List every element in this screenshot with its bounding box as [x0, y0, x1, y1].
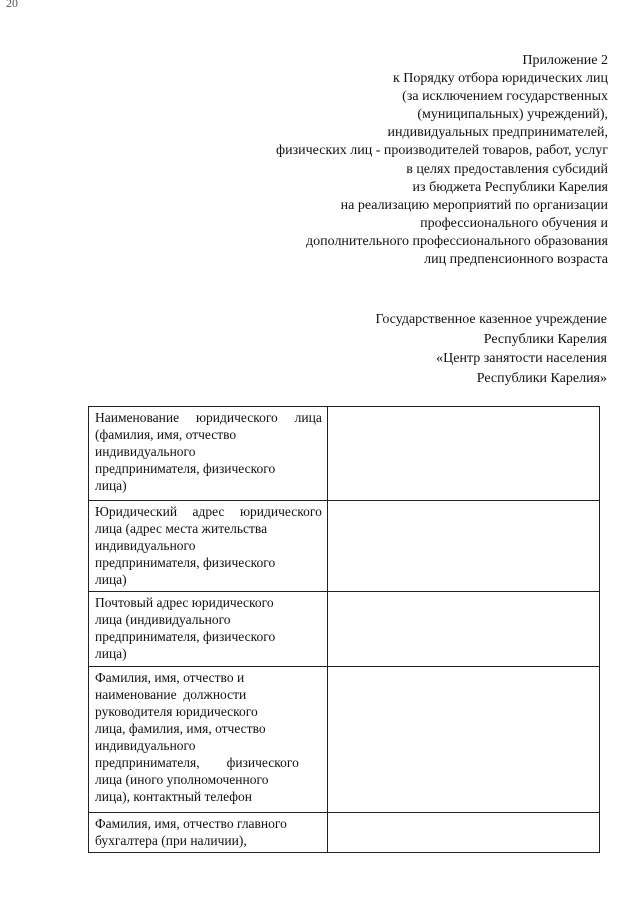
field-value-chief-accountant[interactable]	[327, 813, 599, 853]
label-line: Фамилия, имя, отчество и	[95, 670, 245, 685]
label-line: лица)	[95, 646, 127, 661]
appendix-line: в целях предоставления субсидий	[406, 161, 608, 177]
table-row	[89, 813, 600, 853]
field-label-organization-name	[89, 407, 328, 501]
label-line: лица)	[95, 572, 127, 587]
appendix-line: профессионального обучения и	[420, 215, 608, 231]
appendix-line: физических лиц - производителей товаров, работ, услуг	[276, 143, 608, 159]
addressee-block	[287, 310, 607, 388]
addressee-line: Государственное казенное учреждение	[375, 312, 607, 327]
label-line: индивидуального	[95, 738, 196, 753]
appendix-line: индивидуальных предпринимателей,	[387, 125, 608, 141]
appendix-heading	[188, 52, 608, 269]
field-label-legal-address	[89, 501, 328, 592]
label-line: лица (индивидуального	[95, 612, 231, 627]
addressee-line: Республики Карелия»	[476, 370, 607, 386]
label-line: предпринимателя, физического	[95, 461, 276, 476]
table-row	[89, 592, 600, 667]
label-line: Наименование юридического лица	[95, 410, 322, 425]
appendix-line: на реализацию мероприятий по организации	[340, 197, 608, 213]
table-row	[89, 407, 600, 501]
label-line: Почтовый адрес юридического	[95, 595, 274, 610]
label-line: Фамилия, имя, отчество главного	[95, 816, 287, 831]
field-label-chief-accountant	[89, 813, 328, 853]
label-line: лица, фамилия, имя, отчество	[95, 721, 266, 736]
field-value-organization-name[interactable]	[327, 407, 599, 501]
label-line: предпринимателя, физического	[95, 755, 299, 770]
table-row	[89, 501, 600, 592]
label-line: индивидуального	[95, 538, 196, 553]
label-line: руководителя юридического	[95, 704, 258, 719]
label-line: Юридический адрес юридического	[95, 504, 322, 519]
label-line: лица (адрес места жительства	[95, 521, 268, 536]
appendix-line: Приложение 2	[522, 53, 608, 68]
appendix-line: к Порядку отбора юридических лиц	[393, 71, 608, 87]
field-label-postal-address	[89, 592, 328, 667]
table-row	[89, 667, 600, 813]
label-line: предпринимателя, физического	[95, 555, 276, 570]
label-line: лица), контактный телефон	[95, 789, 253, 804]
label-line: бухгалтера (при наличии),	[95, 833, 247, 848]
field-value-postal-address[interactable]	[327, 592, 599, 667]
appendix-line: (муниципальных) учреждений),	[417, 107, 608, 123]
label-line: лица (иного уполномоченного	[95, 772, 269, 787]
label-line: (фамилия, имя, отчество	[95, 427, 237, 442]
label-line: наименование должности	[95, 687, 247, 702]
label-line: лица)	[95, 478, 127, 493]
addressee-line: «Центр занятости населения	[436, 351, 607, 366]
addressee-line: Республики Карелия	[483, 331, 607, 347]
appendix-line: из бюджета Республики Карелия	[412, 179, 608, 195]
label-line: предпринимателя, физического	[95, 629, 276, 644]
field-value-legal-address[interactable]	[327, 501, 599, 592]
field-value-head-contact[interactable]	[327, 667, 599, 813]
applicant-form-table	[88, 406, 600, 853]
appendix-line: дополнительного профессионального образования	[306, 233, 608, 249]
field-label-head-contact	[89, 667, 328, 813]
appendix-line: (за исключением государственных	[402, 89, 608, 105]
page-number: 20	[6, 0, 18, 10]
label-line: индивидуального	[95, 444, 196, 459]
appendix-line: лиц предпенсионного возраста	[424, 252, 608, 268]
